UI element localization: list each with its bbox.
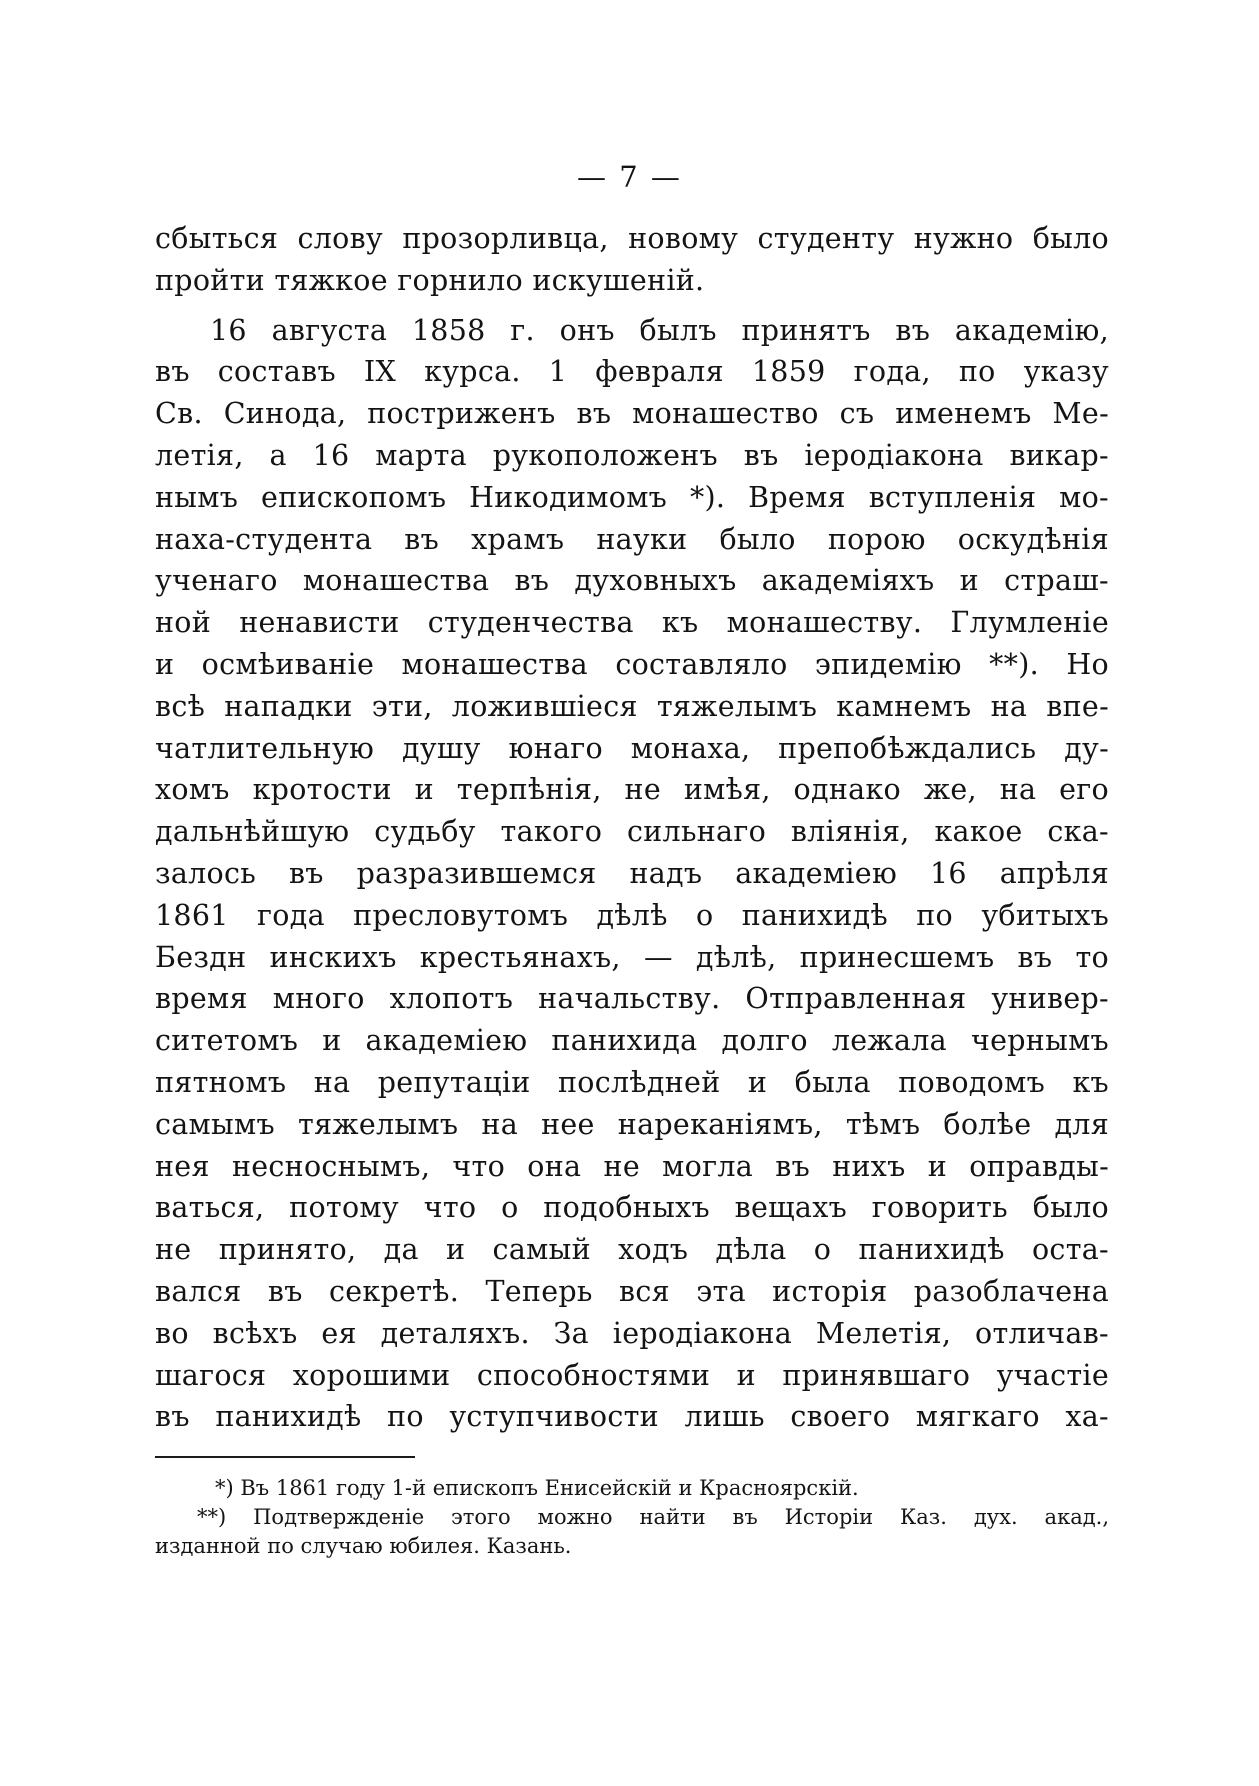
text-line: самымъ тяжелымъ на нее нареканіямъ, тѣмъ болѣе для <box>155 1107 1109 1141</box>
text-line: 16 августа 1858 г. онъ былъ принятъ въ академію, <box>210 313 1109 347</box>
footnote-1: *) Въ 1861 году 1-й епископъ Енисейскій и Красноярскій. <box>215 1476 859 1500</box>
text-line: дальнѣйшую судьбу такого сильнаго вліянія, какое ска- <box>155 815 1109 849</box>
text-line: ваться, потому что о подобныхъ вещахъ говорить было <box>155 1191 1109 1225</box>
text-line: наха-студента въ храмъ науки было порою оскудѣнія <box>155 522 1109 556</box>
footnotes <box>155 1474 1109 1561</box>
text-line: всѣ нападки эти, ложившіеся тяжелымъ камнемъ на впе- <box>155 689 1109 723</box>
footnote-divider <box>155 1456 415 1458</box>
text-line: залось въ разразившемся надъ академіею 16 апрѣля <box>155 856 1109 890</box>
text-line: Бездн инскихъ крестьянахъ, — дѣлѣ, принесшемъ въ то <box>155 940 1109 974</box>
text-line: вался въ секретѣ. Теперь вся эта исторія разоблачена <box>155 1274 1109 1308</box>
text-line: ной ненависти студенчества къ монашеству. Глумленіе <box>155 606 1109 640</box>
text-line: и осмѣиваніе монашества составляло эпидемію **). Но <box>155 647 1109 681</box>
text-line: хомъ кротости и терпѣнія, не имѣя, однако же, на его <box>155 773 1109 807</box>
text-line: во всѣхъ ея деталяхъ. За іеродіакона Мелетія, отличав- <box>155 1316 1109 1350</box>
text-line: въ составъ IX курса. 1 февраля 1859 года, по указу <box>155 355 1109 389</box>
text-line: 1861 года пресловутомъ дѣлѣ о панихидѣ по убитыхъ <box>155 898 1109 932</box>
text-line: пятномъ на репутаціи послѣдней и была поводомъ къ <box>155 1065 1109 1099</box>
text-line: пройти тяжкое горнило искушеній. <box>155 263 705 297</box>
text-line: шагося хорошими способностями и принявшаго участіе <box>155 1358 1109 1392</box>
footnote-2-line-1: **) Подтвержденіе этого можно найти въ Исторіи Каз. дух. акад., <box>197 1505 1109 1529</box>
body-text <box>155 218 1109 1438</box>
text-line: сбыться слову прозорливца, новому студенту нужно было <box>155 222 1109 255</box>
footnote-2-line-2: изданной по случаю юбилея. Казань. <box>155 1534 572 1558</box>
text-line: Св. Синода, постриженъ въ монашество съ именемъ Ме- <box>155 397 1109 431</box>
page-number: — 7 — <box>577 160 682 194</box>
text-line: въ панихидѣ по уступчивости лишь своего мягкаго ха- <box>155 1400 1109 1434</box>
text-line: чатлительную душу юнаго монаха, препобѣждались ду- <box>155 731 1109 765</box>
paragraph-gap <box>155 302 1109 310</box>
text-line: нея несноснымъ, что она не могла въ нихъ и оправды- <box>155 1149 1109 1183</box>
text-line: время много хлопотъ начальству. Отправленная универ- <box>155 982 1109 1016</box>
text-line: ситетомъ и академіею панихида долго лежала чернымъ <box>155 1024 1109 1058</box>
text-line: ученаго монашества въ духовныхъ академіяхъ и страш- <box>155 564 1109 598</box>
text-line: нымъ епископомъ Никодимомъ *). Время вступленія мо- <box>155 480 1109 514</box>
text-line: не принято, да и самый ходъ дѣла о панихидѣ оста- <box>155 1233 1109 1267</box>
text-line: летія, а 16 марта рукоположенъ въ іеродіакона викар- <box>155 438 1109 472</box>
